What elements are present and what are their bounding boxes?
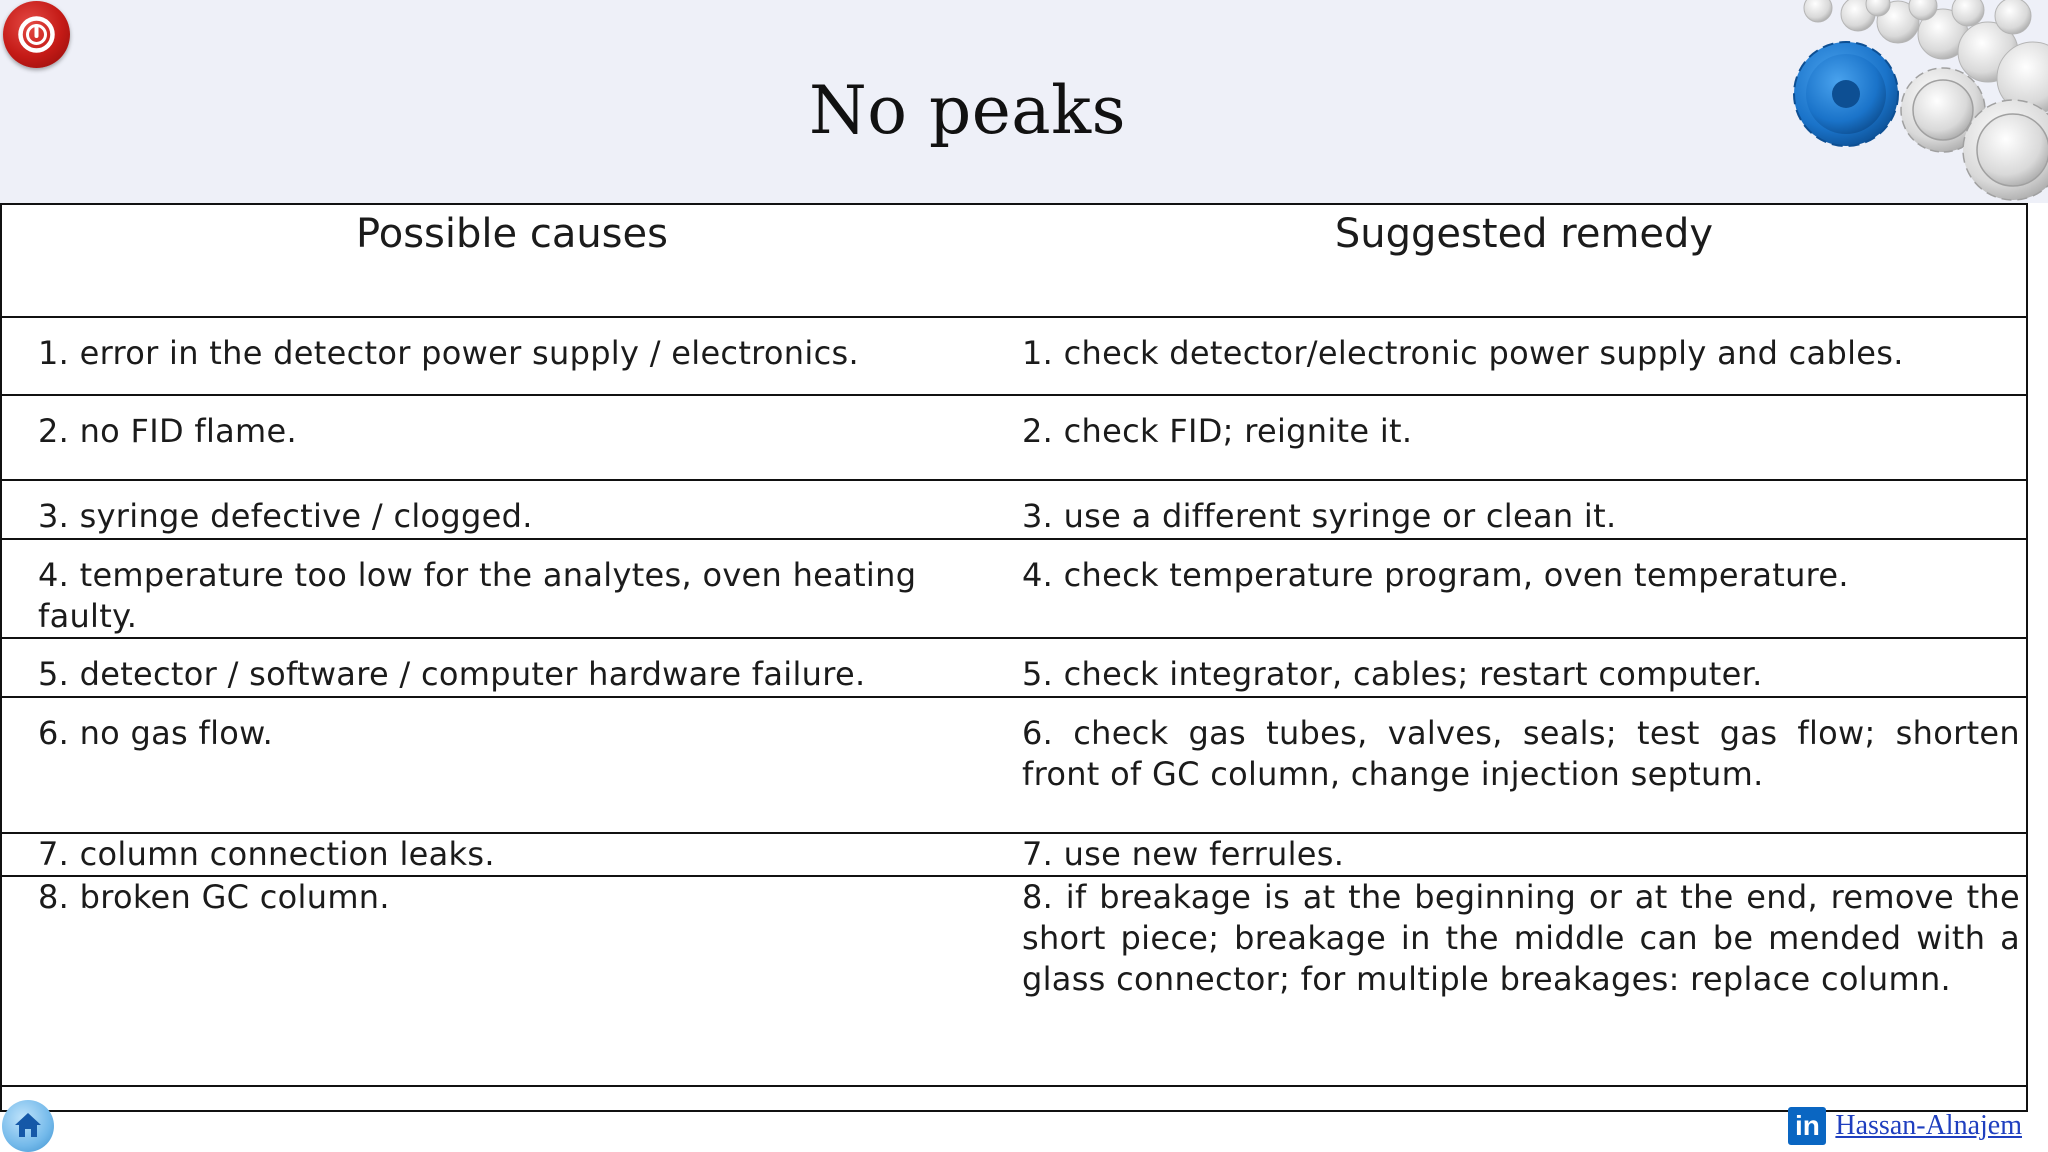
troubleshooting-table xyxy=(0,203,2028,1112)
table-row xyxy=(1,539,2027,638)
home-icon xyxy=(13,1110,43,1140)
remedy-text: 3. use a different syringe or clean it. xyxy=(1022,497,1617,535)
cause-cell: 2. no FID flame. xyxy=(1,395,1022,480)
remedy-cell xyxy=(1022,395,2027,480)
remedy-text: 8. if breakage is at the beginning or at the end, remove the short piece; breakage in the middle can be mended with a glass connector; for multiple breakages: replace column. xyxy=(1022,878,2020,998)
cause-cell: 8. broken GC column. xyxy=(1,876,1022,1086)
cause-cell: 7. column connection leaks. xyxy=(1,833,1022,876)
remedy-text: 4. check temperature program, oven temperature. xyxy=(1022,556,1849,594)
table-row xyxy=(1,317,2027,395)
empty-cell xyxy=(1,1086,2027,1111)
table-row xyxy=(1,395,2027,480)
cause-cell: 5. detector / software / computer hardware failure. xyxy=(1,638,1022,697)
home-button[interactable] xyxy=(2,1100,54,1152)
remedy-cell xyxy=(1022,697,2027,833)
cause-cell: 3. syringe defective / clogged. xyxy=(1,480,1022,539)
table-row xyxy=(1,638,2027,697)
gears-decoration xyxy=(1758,0,2048,203)
remedy-cell xyxy=(1022,833,2027,876)
linkedin-icon: in xyxy=(1788,1107,1826,1145)
header-remedy: Suggested remedy xyxy=(1022,204,2027,317)
page-title: No peaks xyxy=(809,72,1126,149)
cause-cell: 6. no gas flow. xyxy=(1,697,1022,833)
power-icon xyxy=(17,15,56,54)
author-name[interactable]: Hassan-Alnajem xyxy=(1835,1110,2022,1141)
remedy-cell xyxy=(1022,876,2027,1086)
cause-cell: 1. error in the detector power supply / electronics. xyxy=(1,317,1022,395)
remedy-cell xyxy=(1022,539,2027,638)
remedy-text: 2. check FID; reignite it. xyxy=(1022,412,1413,450)
cause-cell: 4. temperature too low for the analytes, oven heating faulty. xyxy=(1,539,1022,638)
remedy-cell xyxy=(1022,638,2027,697)
remedy-text: 6. check gas tubes, valves, seals; test gas flow; shorten front of GC column, change injection septum. xyxy=(1022,714,2020,793)
remedy-text: 1. check detector/electronic power supply and cables. xyxy=(1022,334,1904,372)
remedy-cell xyxy=(1022,317,2027,395)
table-row xyxy=(1,480,2027,539)
table-row xyxy=(1,697,2027,833)
table-row xyxy=(1,876,2027,1086)
author-link[interactable] xyxy=(1788,1106,2022,1146)
table-empty-row xyxy=(1,1086,2027,1111)
remedy-text: 7. use new ferrules. xyxy=(1022,835,1345,873)
table-header-row xyxy=(1,204,2027,317)
remedy-text: 5. check integrator, cables; restart computer. xyxy=(1022,655,1763,693)
gears-icon xyxy=(1758,0,2048,203)
table-row xyxy=(1,833,2027,876)
power-button[interactable] xyxy=(3,1,70,68)
header-causes: Possible causes xyxy=(1,204,1022,317)
remedy-cell xyxy=(1022,480,2027,539)
